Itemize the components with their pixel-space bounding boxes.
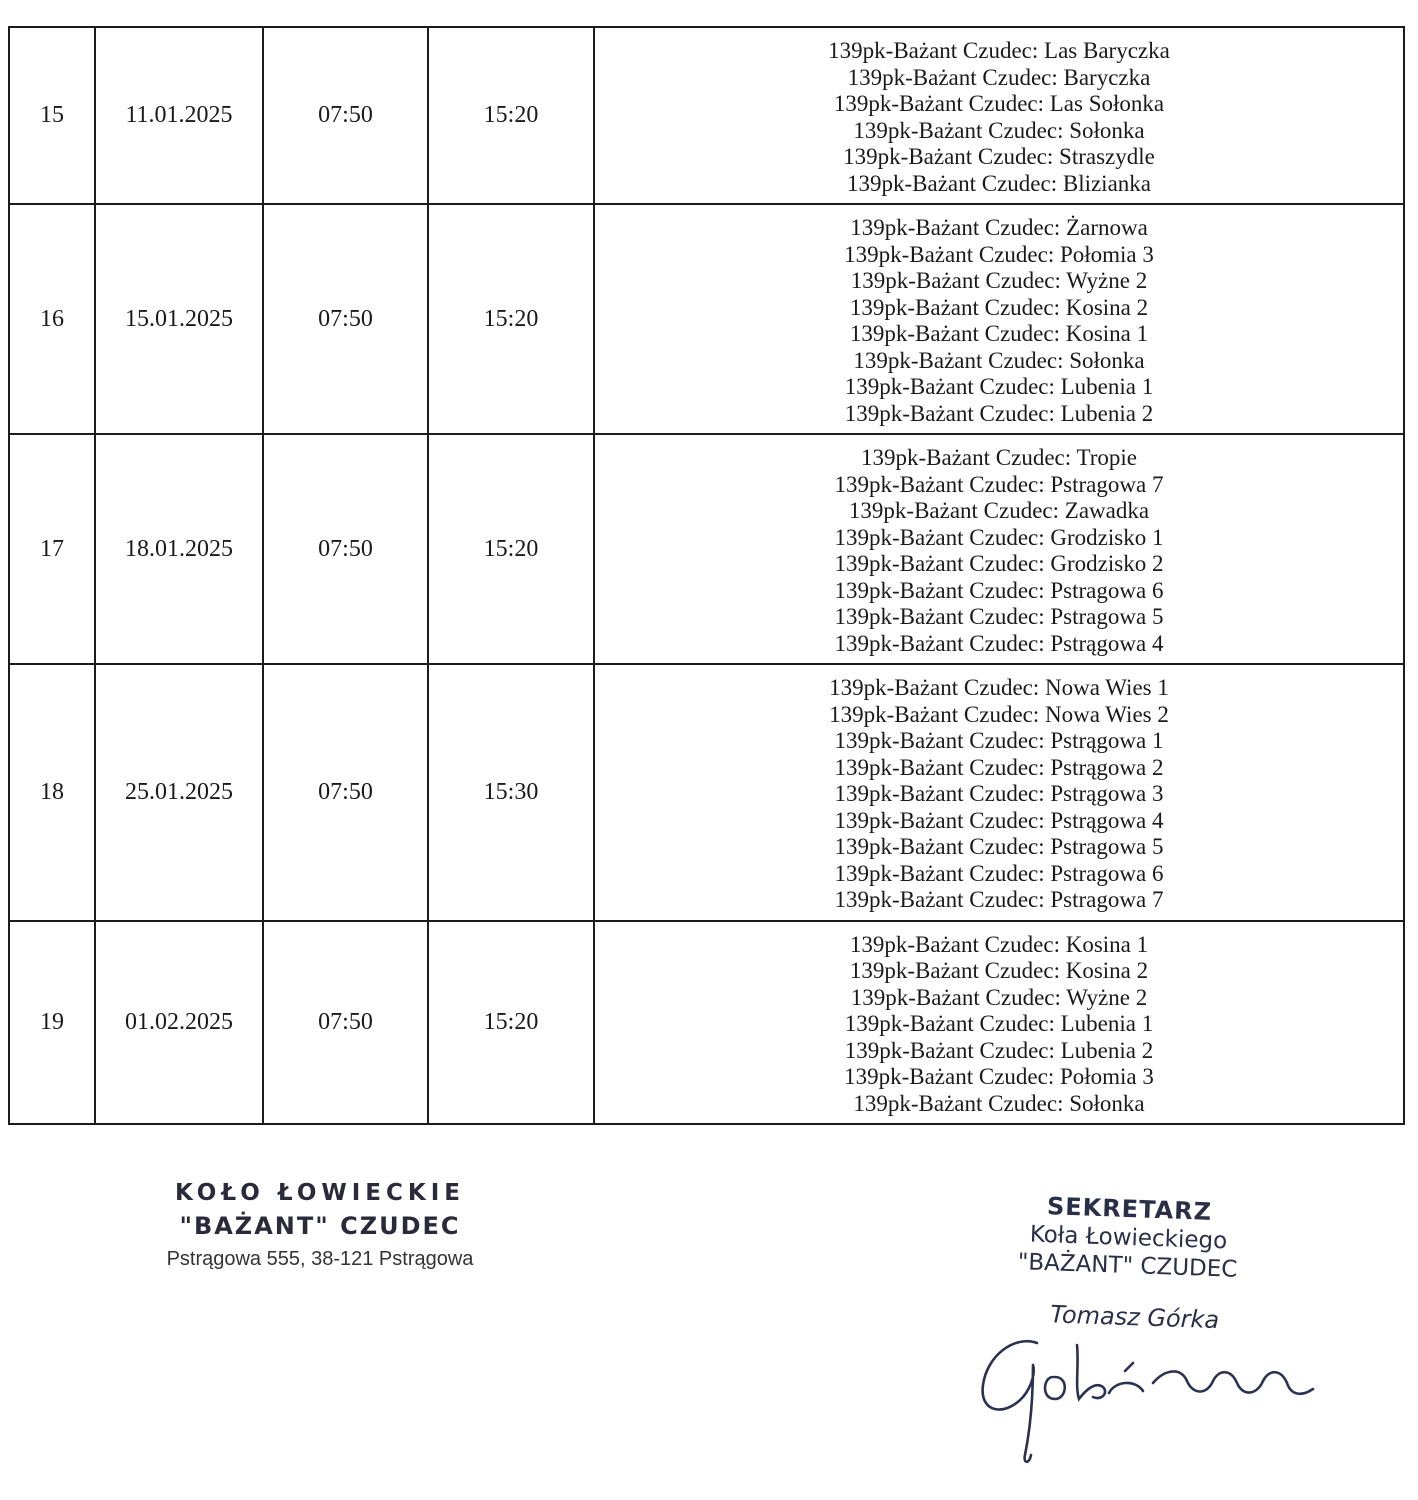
- area-entry: 139pk-Bażant Czudec: Las Sołonka: [833, 91, 1165, 116]
- row-areas: [594, 204, 1404, 434]
- club-stamp-line1: KOŁO ŁOWIECKIE: [175, 1180, 465, 1206]
- row-end-time: 15:30: [428, 664, 594, 921]
- area-entry: 139pk-Bażant Czudec: Pstragowa 7: [834, 887, 1164, 912]
- secretary-stamp-title: SEKRETARZ: [1046, 1192, 1213, 1226]
- area-entry: 139pk-Bażant Czudec: Lubenia 1: [844, 1011, 1154, 1036]
- row-date: 11.01.2025: [95, 27, 263, 204]
- area-entry: 139pk-Bażant Czudec: Pstrągowa 1: [834, 728, 1164, 753]
- area-entry: 139pk-Bażant Czudec: Lubenia 2: [844, 400, 1154, 426]
- area-entry: 139pk-Bażant Czudec: Wyżne 2: [850, 268, 1148, 293]
- area-entry: 139pk-Bażant Czudec: Pstragowa 5: [834, 604, 1164, 629]
- row-areas: [594, 664, 1404, 921]
- area-entry: 139pk-Bażant Czudec: Blizianka: [846, 170, 1151, 196]
- table-row: [9, 664, 1404, 921]
- area-entry: 139pk-Bażant Czudec: Wyżne 2: [850, 984, 1148, 1010]
- area-entry: 139pk-Bażant Czudec: Nowa Wies 2: [829, 701, 1169, 727]
- row-areas: [594, 434, 1404, 664]
- area-entry: 139pk-Bażant Czudec: Połomia 3: [844, 1064, 1154, 1089]
- area-entry: 139pk-Bażant Czudec: Grodzisko 2: [834, 551, 1164, 576]
- row-end-time: 15:20: [428, 434, 594, 664]
- row-date: 01.02.2025: [95, 921, 263, 1125]
- handwritten-signature: [975, 1305, 1335, 1475]
- area-entry: 139pk-Bażant Czudec: Pstragowa 5: [834, 834, 1164, 859]
- row-areas: [594, 27, 1404, 204]
- row-start-time: 07:50: [263, 664, 428, 921]
- area-entry: 139pk-Bażant Czudec: Pstrągowa 4: [834, 807, 1164, 833]
- row-number: 19: [9, 921, 95, 1125]
- club-stamp-address: Pstrągowa 555, 38-121 Pstrągowa: [166, 1248, 474, 1270]
- row-end-time: 15:20: [428, 204, 594, 434]
- table-row: [9, 27, 1404, 204]
- area-entry: 139pk-Bażant Czudec: Sołonka: [853, 347, 1145, 373]
- club-stamp: [140, 1180, 500, 1271]
- row-number: 18: [9, 664, 95, 921]
- schedule-table: [8, 26, 1405, 1125]
- area-entry: 139pk-Bażant Czudec: Pstrągowa 3: [834, 781, 1164, 806]
- row-date: 25.01.2025: [95, 664, 263, 921]
- club-stamp-line2: "BAŻANT" CZUDEC: [179, 1212, 461, 1240]
- row-end-time: 15:20: [428, 27, 594, 204]
- area-entry: 139pk-Bażant Czudec: Straszydle: [843, 144, 1155, 169]
- table-row: [9, 921, 1404, 1125]
- row-date: 15.01.2025: [95, 204, 263, 434]
- row-end-time: 15:20: [428, 921, 594, 1125]
- area-entry: 139pk-Bażant Czudec: Kosina 2: [849, 958, 1149, 983]
- area-entry: 139pk-Bażant Czudec: Kosina 1: [849, 931, 1149, 957]
- area-entry: 139pk-Bażant Czudec: Połomia 3: [844, 241, 1154, 267]
- row-number: 17: [9, 434, 95, 664]
- row-start-time: 07:50: [263, 204, 428, 434]
- secretary-name: Tomasz Górka: [1049, 1300, 1220, 1335]
- row-number: 15: [9, 27, 95, 204]
- area-entry: 139pk-Bażant Czudec: Zawadka: [848, 498, 1150, 523]
- area-entry: 139pk-Bażant Czudec: Kosina 2: [849, 294, 1149, 320]
- schedule-body: [9, 27, 1404, 1124]
- area-entry: 139pk-Bażant Czudec: Lubenia 2: [844, 1037, 1154, 1063]
- area-entry: 139pk-Bażant Czudec: Pstrągowa 4: [834, 630, 1164, 656]
- area-entry: 139pk-Bażant Czudec: Pstragowa 7: [834, 471, 1164, 497]
- area-entry: 139pk-Bażant Czudec: Baryczka: [847, 64, 1151, 90]
- row-areas: [594, 921, 1404, 1125]
- row-start-time: 07:50: [263, 27, 428, 204]
- row-start-time: 07:50: [263, 434, 428, 664]
- area-entry: 139pk-Bażant Czudec: Nowa Wies 1: [829, 675, 1169, 700]
- row-number: 16: [9, 204, 95, 434]
- area-entry: 139pk-Bażant Czudec: Kosina 1: [849, 321, 1149, 346]
- row-start-time: 07:50: [263, 921, 428, 1125]
- area-entry: 139pk-Bażant Czudec: Sołonka: [853, 1090, 1145, 1116]
- area-entry: 139pk-Bażant Czudec: Sołonka: [853, 117, 1145, 143]
- area-entry: 139pk-Bażant Czudec: Grodzisko 1: [834, 524, 1164, 550]
- area-entry: 139pk-Bażant Czudec: Pstrągowa 2: [834, 754, 1164, 780]
- area-entry: 139pk-Bażant Czudec: Pstragowa 6: [834, 577, 1164, 603]
- area-entry: 139pk-Bażant Czudec: Lubenia 1: [844, 374, 1154, 399]
- table-row: [9, 434, 1404, 664]
- area-entry: 139pk-Bażant Czudec: Tropie: [861, 445, 1137, 470]
- area-entry: 139pk-Bażant Czudec: Żarnowa: [850, 215, 1148, 240]
- secretary-stamp-line2: Koła Łowieckiego: [1029, 1221, 1228, 1255]
- area-entry: 139pk-Bażant Czudec: Pstragowa 6: [834, 860, 1164, 886]
- table-row: [9, 204, 1404, 434]
- row-date: 18.01.2025: [95, 434, 263, 664]
- secretary-stamp-line3: "BAŻANT" CZUDEC: [1017, 1249, 1238, 1283]
- area-entry: 139pk-Bażant Czudec: Las Baryczka: [828, 38, 1170, 63]
